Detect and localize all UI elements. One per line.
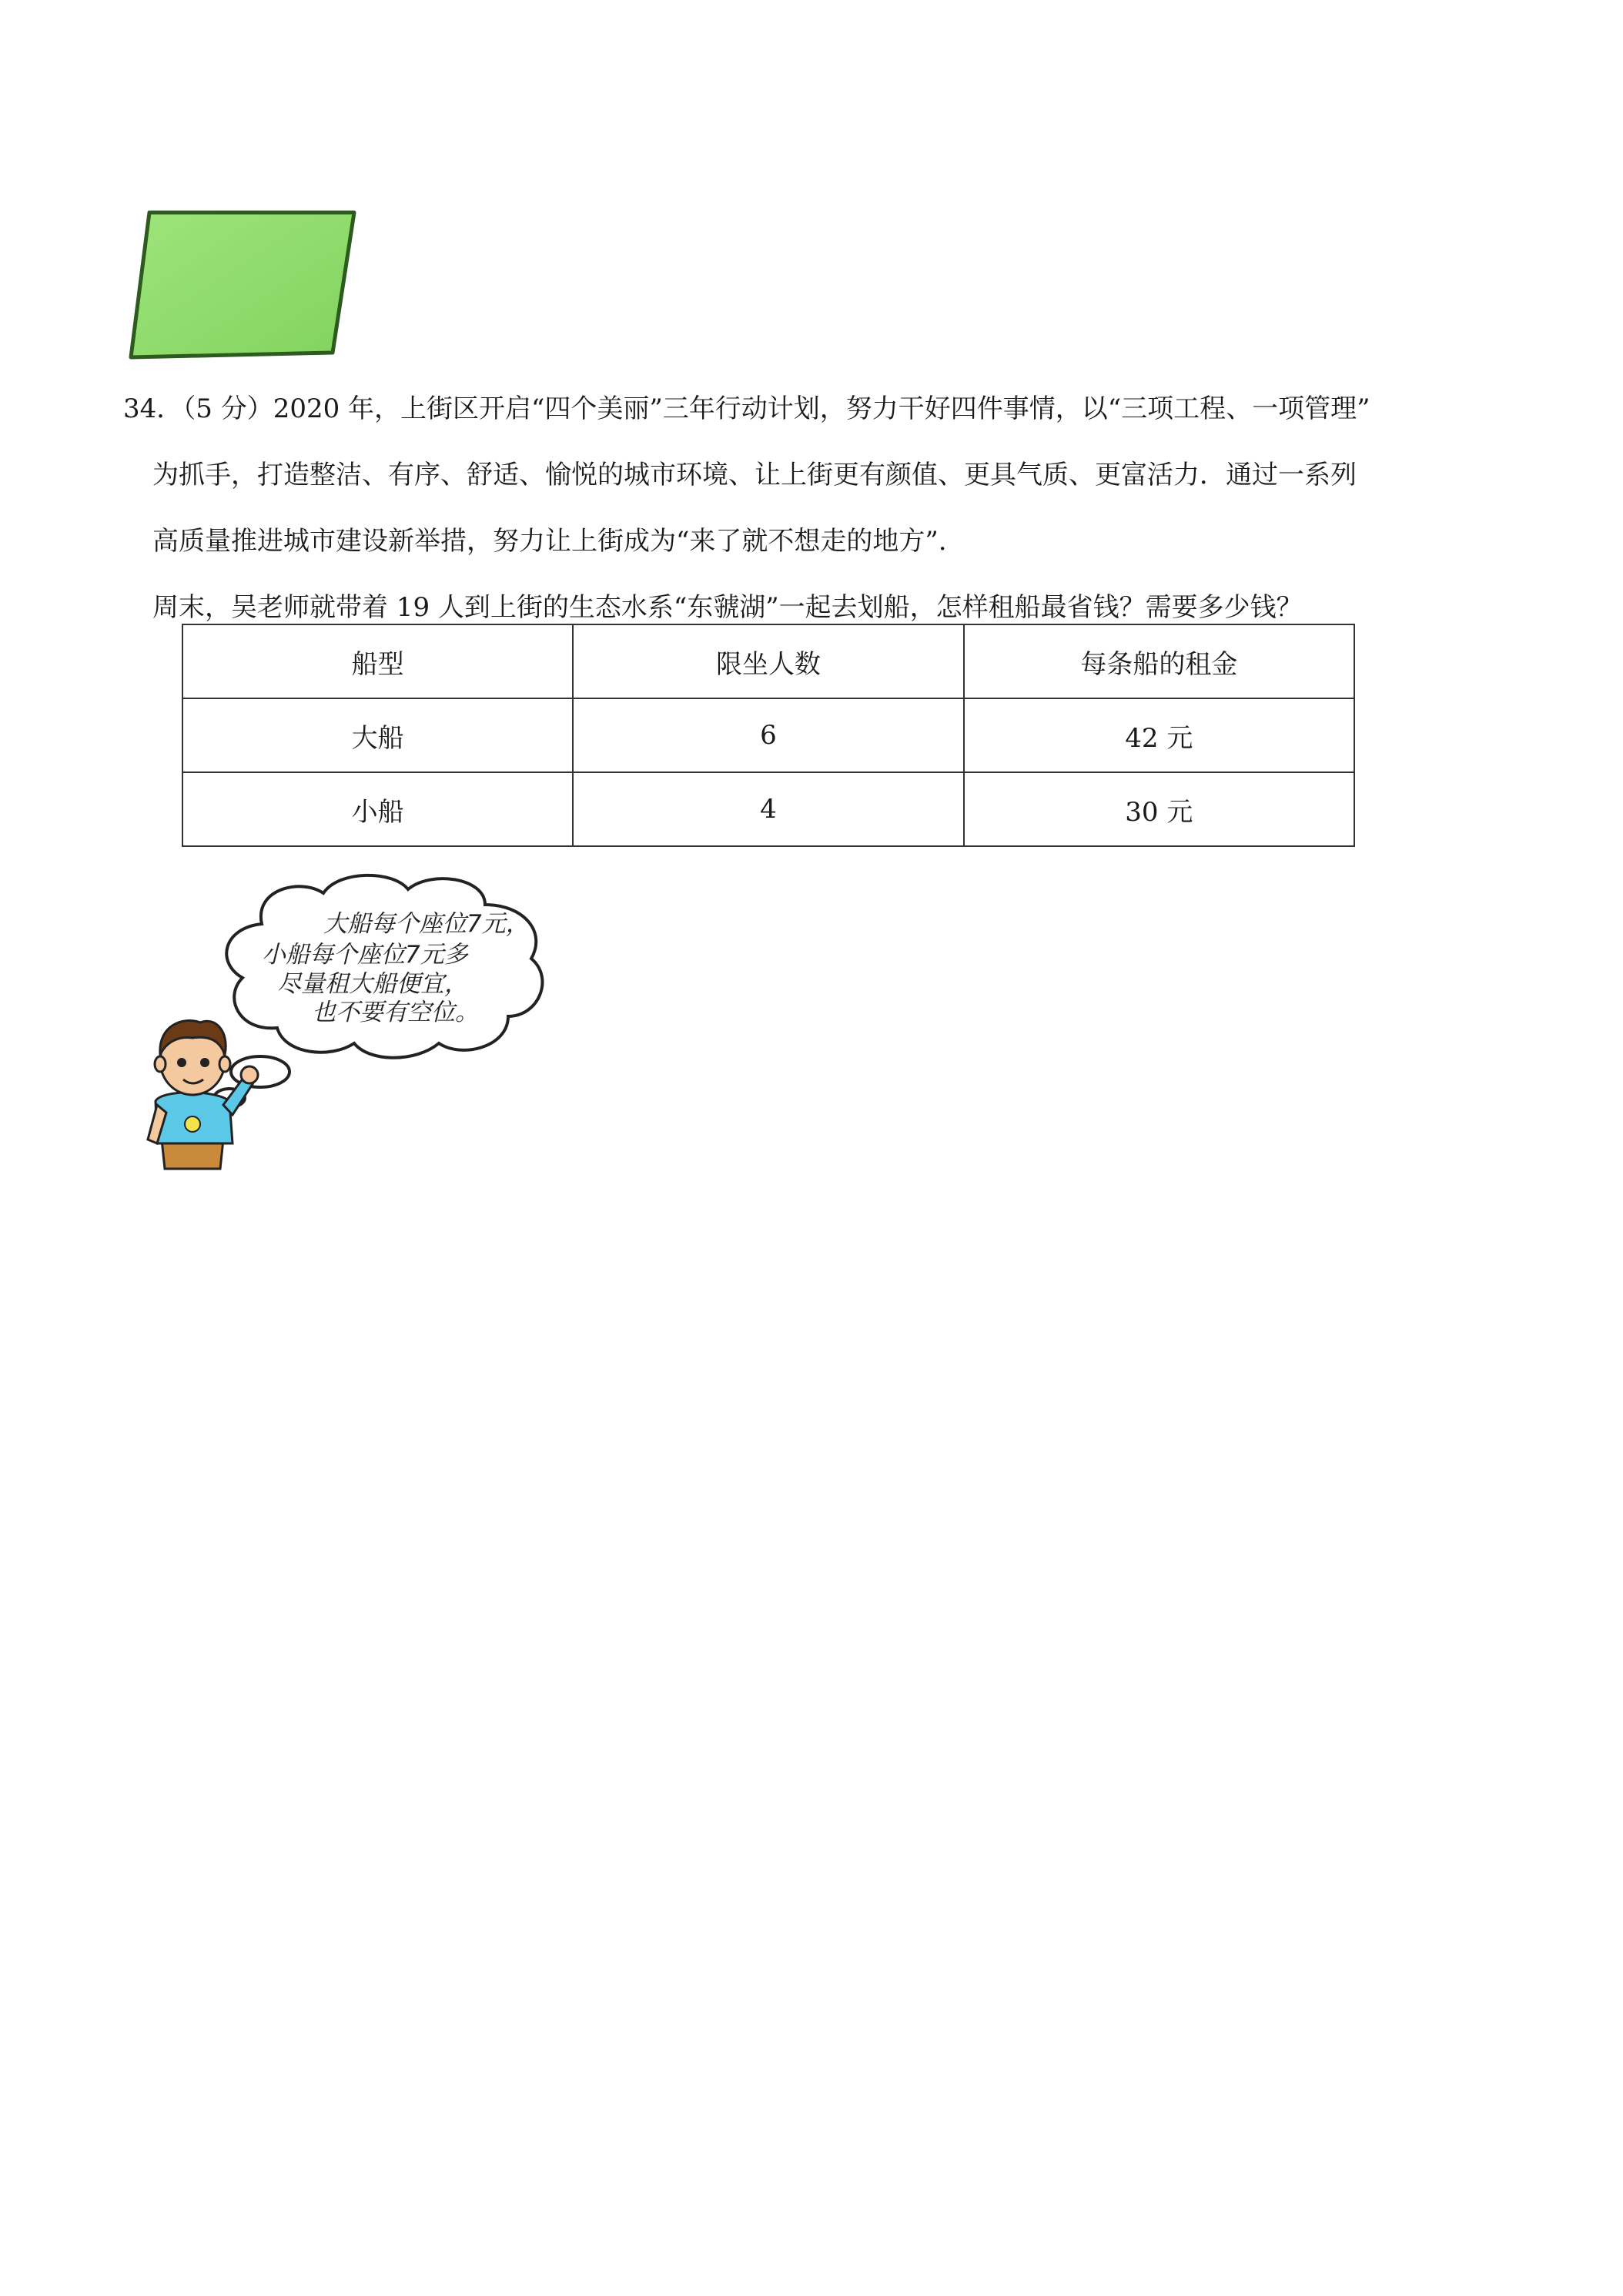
boy-thought-illustration: [146, 870, 608, 1170]
table-header-row: [182, 624, 1354, 698]
bubble-line-1: 大船每个座位7元，: [323, 910, 530, 938]
question-line-1: 34．（5 分）2020 年，上街区开启“四个美丽”三年行动计划，努力干好四件事情，以“三项工程、一项管理”: [123, 393, 1370, 424]
question-line-2: 为抓手，打造整洁、有序、舒适、愉悦的城市环境、让上街更有颜值、更具气质、更富活力．通过一系列: [152, 460, 1357, 490]
table-cell: 大船: [182, 698, 573, 772]
table-row: [182, 698, 1354, 772]
header-seat-limit: 限坐人数: [573, 624, 963, 698]
thought-cloud: [205, 875, 542, 1120]
header-rent-per-boat: 每条船的租金: [964, 624, 1354, 698]
table-cell: 42 元: [964, 698, 1354, 772]
table-row: [182, 772, 1354, 846]
bubble-line-3: 尽量租大船便宜，: [277, 970, 468, 998]
boy-figure: [148, 1020, 258, 1169]
table-cell: 小船: [182, 772, 573, 846]
table-cell: 4: [573, 772, 963, 846]
bubble-line-4: 也不要有空位。: [312, 999, 479, 1026]
table-cell: 30 元: [964, 772, 1354, 846]
bubble-line-2: 小船每个座位7元多: [262, 941, 468, 969]
table-cell: 6: [573, 698, 963, 772]
parallelogram-figure: [126, 206, 357, 360]
question-block: [123, 376, 1509, 641]
header-boat-type: 船型: [182, 624, 573, 698]
boat-rental-table: [182, 624, 1355, 847]
question-line-4: 周末，吴老师就带着 19 人到上街的生态水系“东虢湖”一起去划船，怎样租船最省钱？需要多少钱？: [152, 592, 1303, 623]
question-line-3: 高质量推进城市建设新举措，努力让上街成为“来了就不想走的地方”.: [152, 526, 947, 557]
